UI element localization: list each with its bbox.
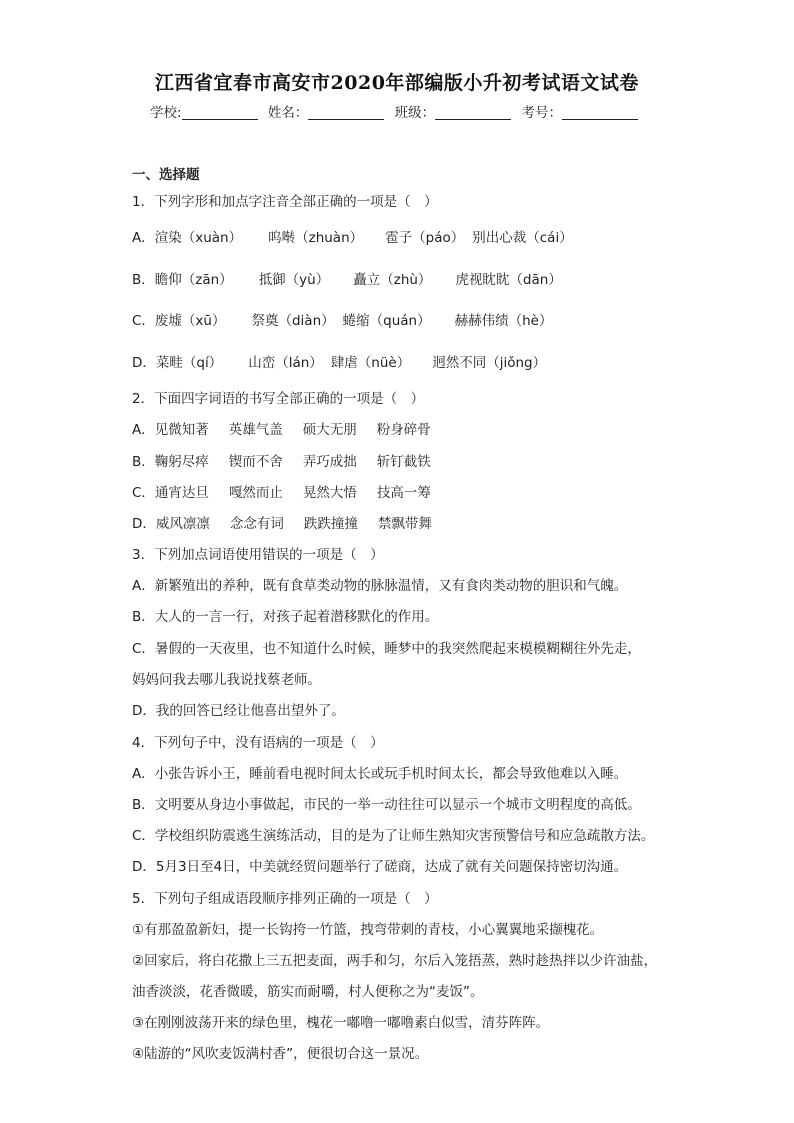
question-2-option-a[interactable] <box>132 420 431 440</box>
question-4-option-a[interactable]: A．小张告诉小王，睡前看电视时间太长或玩手机时间太长，都会导致他难以入睡。 <box>132 766 628 782</box>
option-part: A．见微知著 <box>132 422 209 438</box>
question-4-option-d[interactable]: D．5月3日至4日，中美就经贸问题举行了磋商，达成了就有关问题保持密切沟通。 <box>132 859 628 875</box>
option-part: 别出心裁（cái） <box>472 230 573 246</box>
school-blank[interactable] <box>182 105 258 120</box>
option-part: 虎视眈眈（dān） <box>455 272 562 288</box>
student-info-row <box>0 101 794 121</box>
exam-no-blank[interactable] <box>562 105 638 120</box>
school-label: 学校: <box>150 105 182 121</box>
option-part: 跌跌撞撞 <box>303 516 358 532</box>
question-4-option-c[interactable]: C．学校组织防震逃生演练活动，目的是为了让师生熟知灾害预警信号和应急疏散方法。 <box>132 828 655 844</box>
option-part: 迥然不同（jiǒng） <box>432 355 547 371</box>
option-part: 禁飘带舞 <box>377 516 432 532</box>
option-part: C．通宵达旦 <box>132 485 209 501</box>
exam-no-label: 考号： <box>521 105 562 121</box>
option-part: 肆虐（nüè） <box>330 355 411 371</box>
question-4-option-b[interactable]: B．文明要从身边小事做起，市民的一举一动往往可以显示一个城市文明程度的高低。 <box>132 797 641 813</box>
question-5-sentence-2: ②回家后，将白花撒上三五把麦面，两手和匀，尔后入笼捂蒸，熟时趁热拌以少许油盐， <box>132 953 658 969</box>
question-3-stem: 3．下列加点词语使用错误的一项是（ ） <box>132 547 384 563</box>
class-label: 班级： <box>394 105 436 121</box>
option-part: 蜷缩（quán） <box>342 313 431 329</box>
question-1-option-a[interactable] <box>132 228 573 248</box>
question-3-option-c[interactable]: C．暑假的一天夜里，也不知道什么时候，睡梦中的我突然爬起来模模糊糊往外先走， <box>132 641 641 657</box>
question-2-option-c[interactable] <box>132 483 431 503</box>
option-part: 念念有词 <box>229 516 284 532</box>
option-part: 粉身碎骨 <box>376 422 431 438</box>
option-part: B．鞠躬尽瘁 <box>132 454 209 470</box>
option-part: 矗立（zhù） <box>353 272 432 288</box>
name-label: 姓名： <box>267 105 309 121</box>
question-5-sentence-2-cont: 油香淡淡，花香微暖，筋实而耐嚼，村人便称之为“麦饭”。 <box>132 984 484 1000</box>
question-3-option-b[interactable]: B．大人的一言一行，对孩子起着潜移默化的作用。 <box>132 609 439 625</box>
question-5-stem: 5．下列句子组成语段顺序排列正确的一项是（ ） <box>132 891 438 907</box>
question-1-option-d[interactable] <box>132 353 546 373</box>
section-heading: 一、选择题 <box>132 167 200 183</box>
question-5-sentence-1: ①有那盈盈新妇，提一长钩挎一竹篮，拽弯带刺的青枝，小心翼翼地采撷槐花。 <box>132 922 604 938</box>
option-part: 晃然大悟 <box>302 485 357 501</box>
option-part: 斩钉截铁 <box>376 454 431 470</box>
question-3-option-a[interactable]: A．新繁殖出的养种，既有食草类动物的脉脉温情，又有食肉类动物的胆识和气魄。 <box>132 578 628 594</box>
question-5-sentence-3: ③在刚刚波荡开来的绿色里，槐花一嘟噜一嘟噜素白似雪，清芬阵阵。 <box>132 1015 550 1031</box>
option-part: 祭奠（diàn） <box>251 313 335 329</box>
question-3-option-c-cont: 妈妈问我去哪儿我说找蔡老师。 <box>132 672 321 688</box>
option-part: C．废墟（xū） <box>132 313 226 329</box>
question-5-sentence-4: ④陆游的“风吹麦饭满村香”，便很切合这一景况。 <box>132 1046 429 1062</box>
question-3-option-d[interactable]: D．我的回答已经让他喜出望外了。 <box>132 703 345 719</box>
class-blank[interactable] <box>435 105 511 120</box>
option-part: B．瞻仰（zān） <box>132 272 233 288</box>
option-part: 技高一筹 <box>376 485 431 501</box>
question-1-option-c[interactable] <box>132 311 552 331</box>
question-2-option-b[interactable] <box>132 452 431 472</box>
question-2-stem: 2．下面四字词语的书写全部正确的一项是（ ） <box>132 391 425 407</box>
option-part: 英雄气盖 <box>228 422 283 438</box>
option-part: 赫赫伟绩（hè） <box>454 313 553 329</box>
question-4-stem: 4．下列句子中，没有语病的一项是（ ） <box>132 735 384 751</box>
option-part: 嘎然而止 <box>228 485 283 501</box>
option-part: 雹子（páo） <box>385 230 465 246</box>
question-2-option-d[interactable] <box>132 514 432 534</box>
exam-title: 江西省宜春市高安市2020年部编版小升初考试语文试卷 <box>155 72 639 94</box>
option-part: A．渲染（xuàn） <box>132 230 243 246</box>
option-part: 抵御（yù） <box>258 272 330 288</box>
option-part: 锲而不舍 <box>228 454 283 470</box>
question-1-option-b[interactable] <box>132 270 562 290</box>
name-blank[interactable] <box>308 105 384 120</box>
option-part: 弄巧成拙 <box>302 454 357 470</box>
option-part: 硕大无朋 <box>302 422 357 438</box>
option-part: 山峦（lán） <box>248 355 323 371</box>
option-part: 呜啭（zhuàn） <box>268 230 364 246</box>
question-1-stem: 1．下列字形和加点字注音全部正确的一项是（ ） <box>132 194 438 210</box>
option-part: D．菜畦（qí） <box>132 355 223 371</box>
option-part: D．威风凛凛 <box>132 516 210 532</box>
